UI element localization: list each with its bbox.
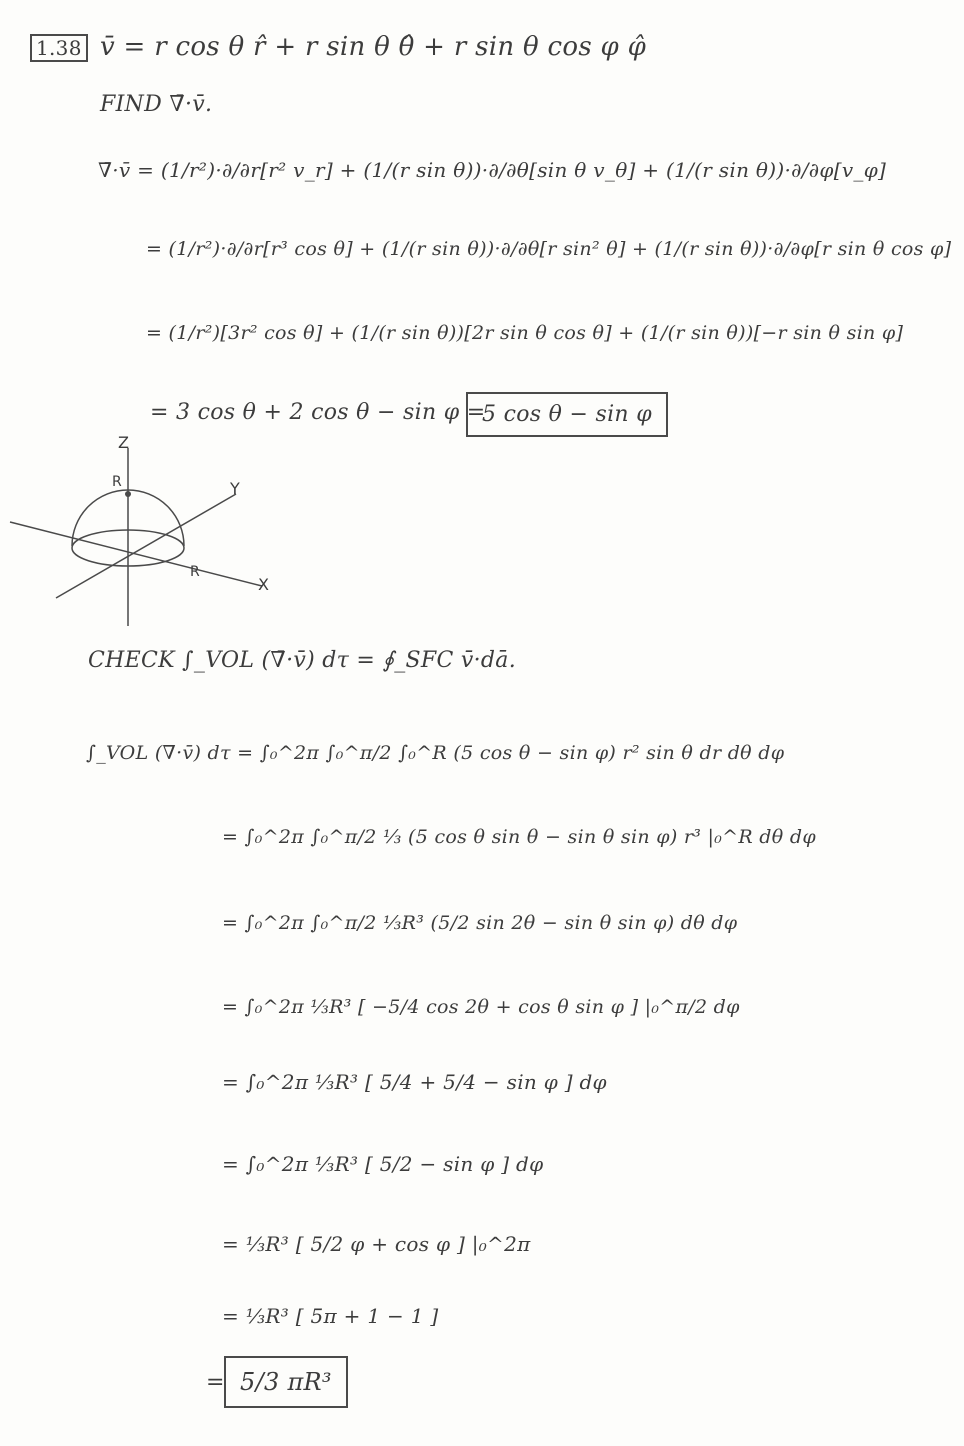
final-result-box: 5/3 πR³: [224, 1356, 348, 1408]
divergence-line-1: ∇̄·v̄ = (1/r²)·∂/∂r[r² v_r] + (1/(r sin θ))·∂/∂θ[sin θ v_θ] + (1/(r sin θ))·∂/∂φ[v_φ]: [98, 158, 887, 182]
y-axis-label: Y: [230, 479, 240, 498]
integral-line-5: = ∫₀^2π ⅓R³ [ 5/4 + 5/4 − sin φ ] dφ: [222, 1070, 607, 1094]
integral-line-3: = ∫₀^2π ∫₀^π/2 ⅓R³ (5/2 sin 2θ − sin θ sin φ) dθ dφ: [222, 912, 738, 934]
x-axis: [10, 522, 262, 586]
integral-line-4: = ∫₀^2π ⅓R³ [ −5/4 cos 2θ + cos θ sin φ ] |₀^π/2 dφ: [222, 996, 740, 1018]
integral-line-2: = ∫₀^2π ∫₀^π/2 ⅓ (5 cos θ sin θ − sin θ sin φ) r³ |₀^R dθ dφ: [222, 826, 816, 848]
integral-line-8: = ⅓R³ [ 5π + 1 − 1 ]: [222, 1304, 439, 1328]
check-statement: CHECK ∫_VOL (∇̄·v̄) dτ = ∮_SFC v̄·dā.: [88, 648, 516, 673]
divergence-line-2: = (1/r²)·∂/∂r[r³ cos θ] + (1/(r sin θ))·∂/∂θ[r sin² θ] + (1/(r sin θ))·∂/∂φ[r sin θ cos φ]: [146, 238, 952, 260]
problem-number: 1.38: [30, 34, 88, 62]
integral-line-6: = ∫₀^2π ⅓R³ [ 5/2 − sin φ ] dφ: [222, 1152, 544, 1176]
divergence-result-box: 5 cos θ − sin φ: [466, 392, 668, 437]
divergence-line-3: = (1/r²)[3r² cos θ] + (1/(r sin θ))[2r sin θ cos θ] + (1/(r sin θ))[−r sin θ sin φ]: [146, 322, 904, 344]
given-field: v̄ = r cos θ r̂ + r sin θ θ̂ + r sin θ cos φ φ̂: [100, 32, 647, 62]
y-axis: [56, 494, 236, 598]
z-axis-label: Z: [118, 436, 129, 452]
hemisphere-sketch: [0, 436, 290, 636]
integral-line-7: = ⅓R³ [ 5/2 φ + cos φ ] |₀^2π: [222, 1232, 531, 1256]
task-statement: FIND ∇̄·v̄.: [100, 92, 213, 117]
radius-side-label: R: [190, 564, 200, 580]
final-equals: =: [206, 1370, 225, 1395]
integral-line-1: ∫_VOL (∇̄·v̄) dτ = ∫₀^2π ∫₀^π/2 ∫₀^R (5 cos θ − sin φ) r² sin θ dr dθ dφ: [86, 742, 785, 764]
top-point: [125, 491, 131, 497]
divergence-line-4: = 3 cos θ + 2 cos θ − sin φ =: [150, 400, 486, 425]
x-axis-label: X: [258, 575, 269, 594]
radius-top-label: R: [112, 474, 122, 490]
